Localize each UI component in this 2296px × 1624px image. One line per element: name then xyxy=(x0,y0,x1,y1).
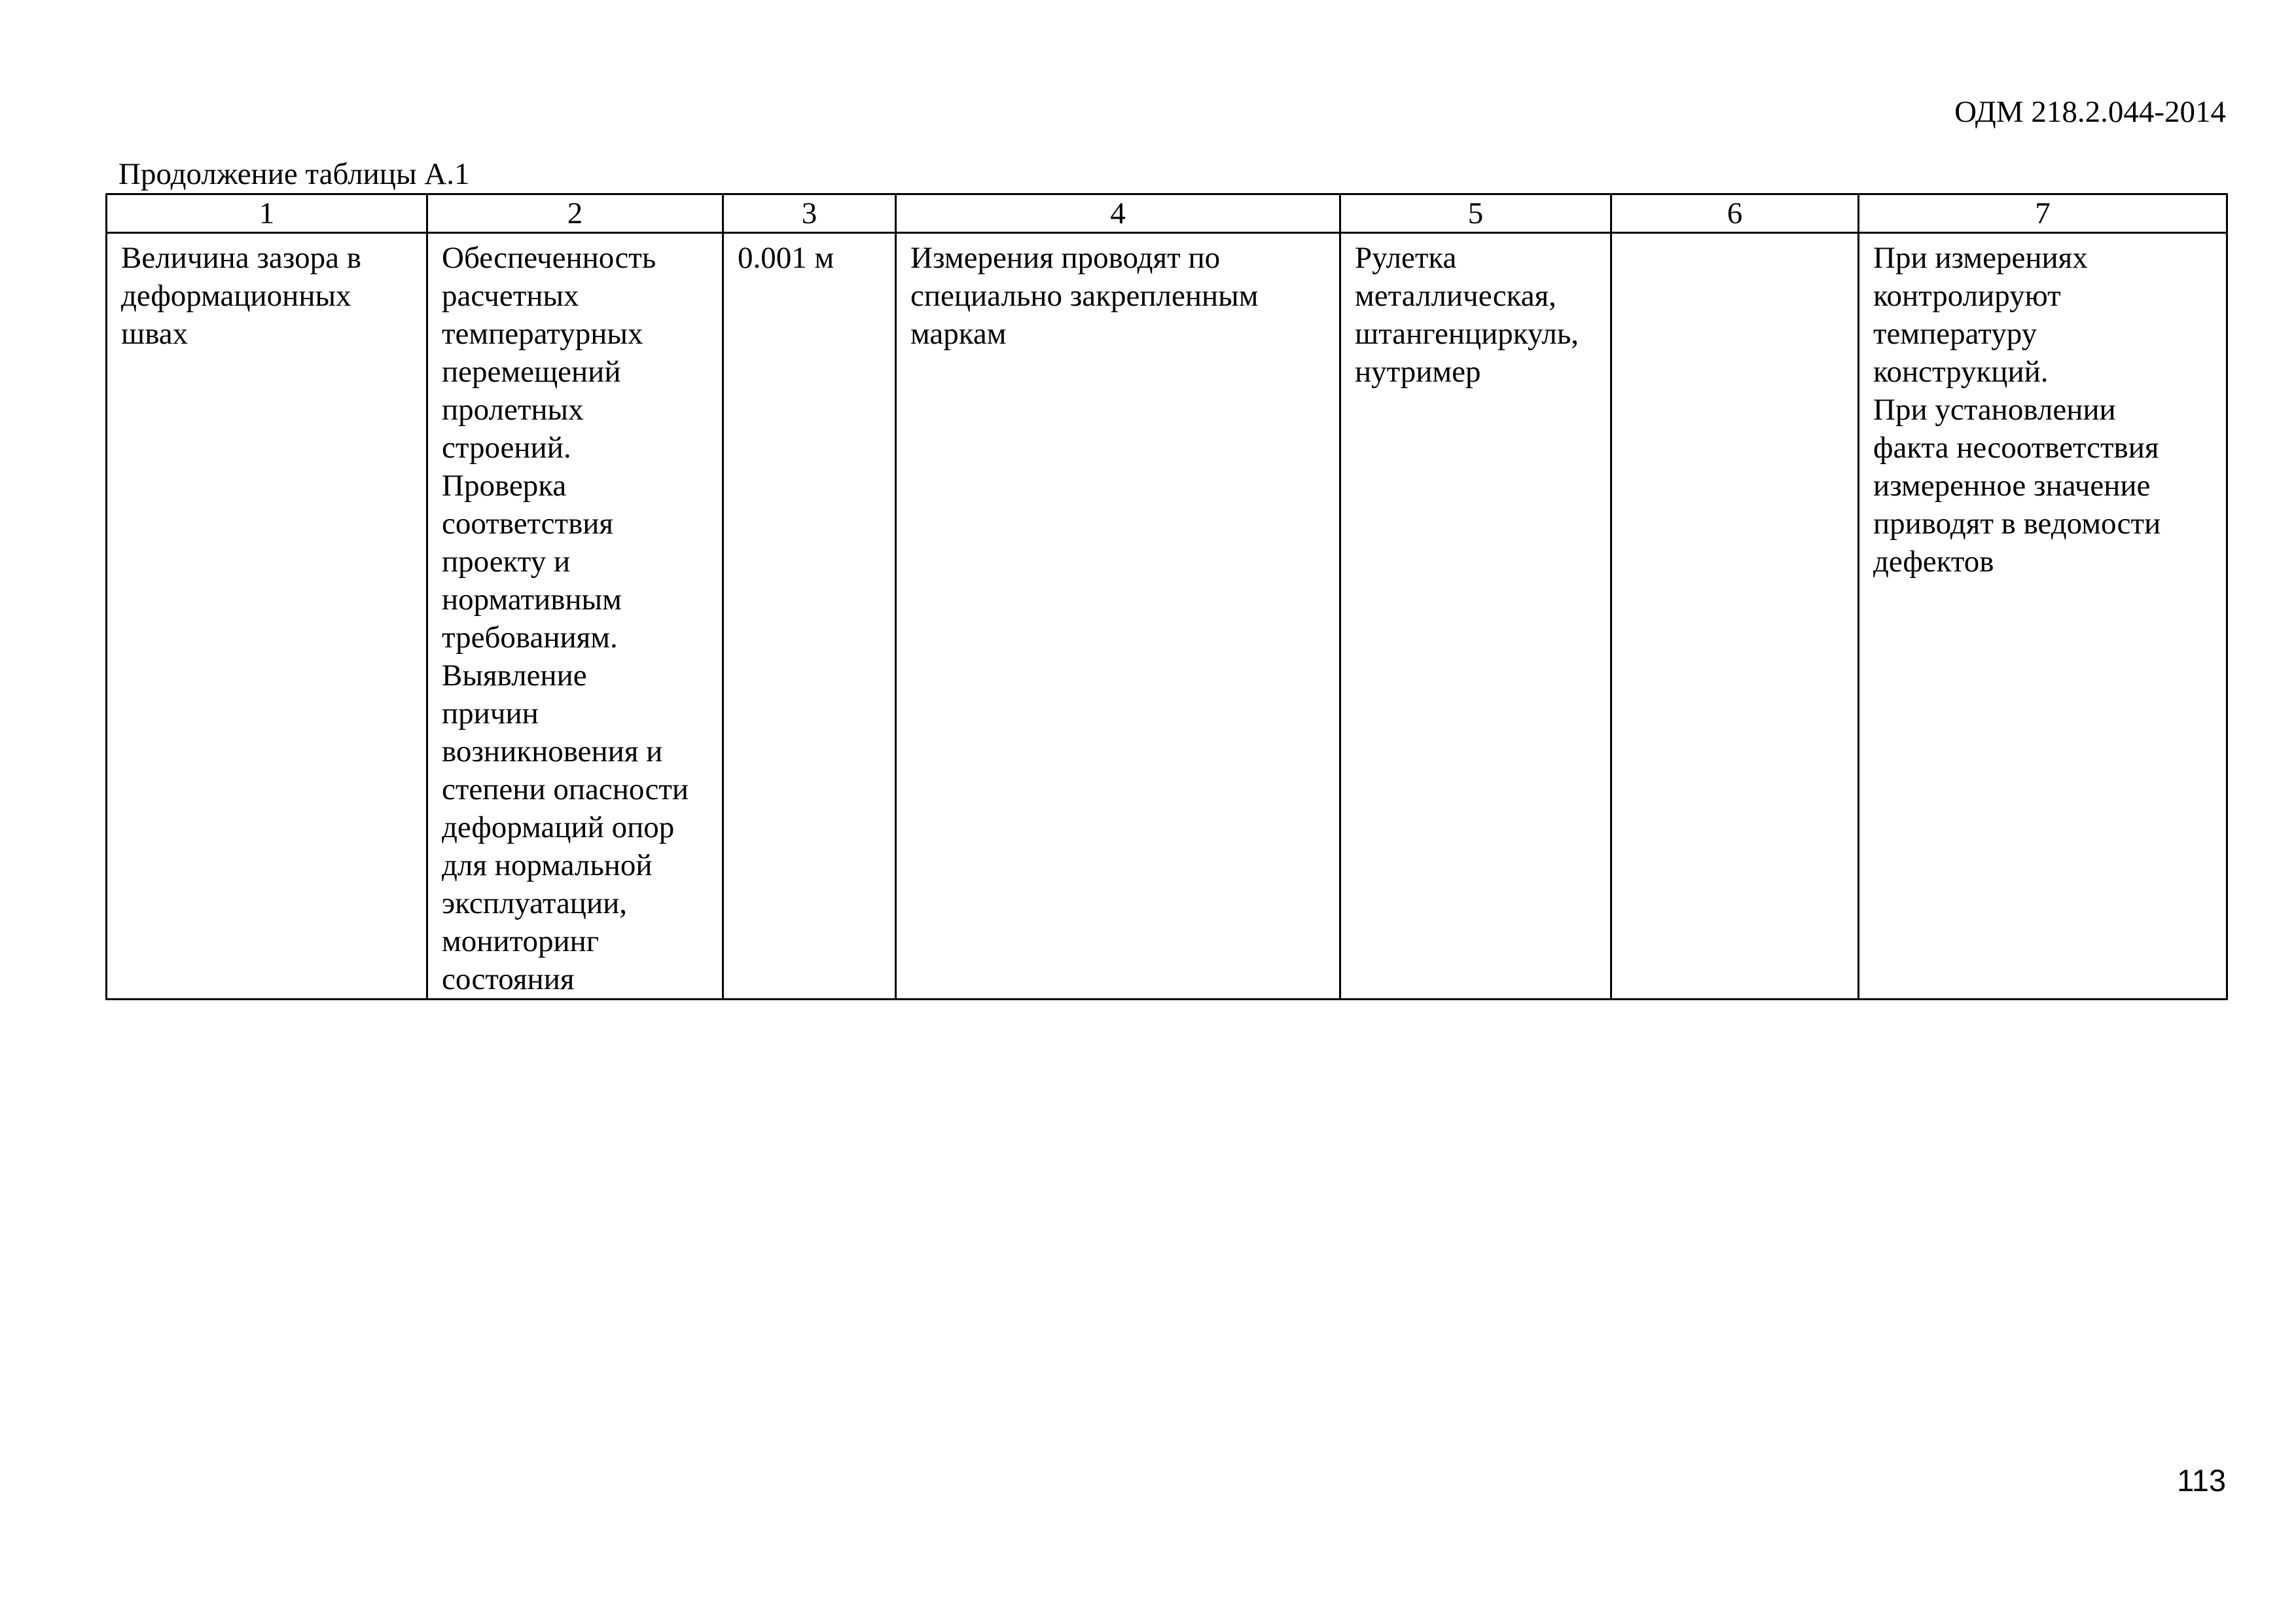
column-header-5: 5 xyxy=(1340,194,1611,233)
column-header-3: 3 xyxy=(723,194,896,233)
table-cell-empty xyxy=(1611,233,1859,1000)
table-cell-instruments: Рулетка металлическая, штангенциркуль, нутример xyxy=(1340,233,1611,1000)
table-cell-notes: При измерениях контролируют температуру конструкций. При установлении факта несоответствия измеренное значение приводят в ведомости дефектов xyxy=(1859,233,2227,1000)
table-caption: Продолжение таблицы А.1 xyxy=(118,157,470,191)
table-header-row xyxy=(107,194,2227,233)
table-cell-accuracy: 0.001 м xyxy=(723,233,896,1000)
column-header-6: 6 xyxy=(1611,194,1859,233)
table-cell-parameter: Величина зазора в деформационных швах xyxy=(107,233,427,1000)
column-header-7: 7 xyxy=(1859,194,2227,233)
column-header-1: 1 xyxy=(107,194,427,233)
document-code: ОДМ 218.2.044-2014 xyxy=(1954,95,2226,129)
page-number: 113 xyxy=(2177,1463,2226,1498)
table-cell-method: Измерения проводят по специально закрепленным маркам xyxy=(896,233,1340,1000)
table-row xyxy=(107,233,2227,1000)
table-cell-purpose: Обеспеченность расчетных температурных перемещений пролетных строений. Проверка соответствия проекту и нормативным требованиям. Выявление причин возникновения и степени опасности деформаций опор для нормальной эксплуатации, мониторинг состояния xyxy=(427,233,723,1000)
column-header-4: 4 xyxy=(896,194,1340,233)
column-header-2: 2 xyxy=(427,194,723,233)
data-table xyxy=(105,193,2228,1000)
